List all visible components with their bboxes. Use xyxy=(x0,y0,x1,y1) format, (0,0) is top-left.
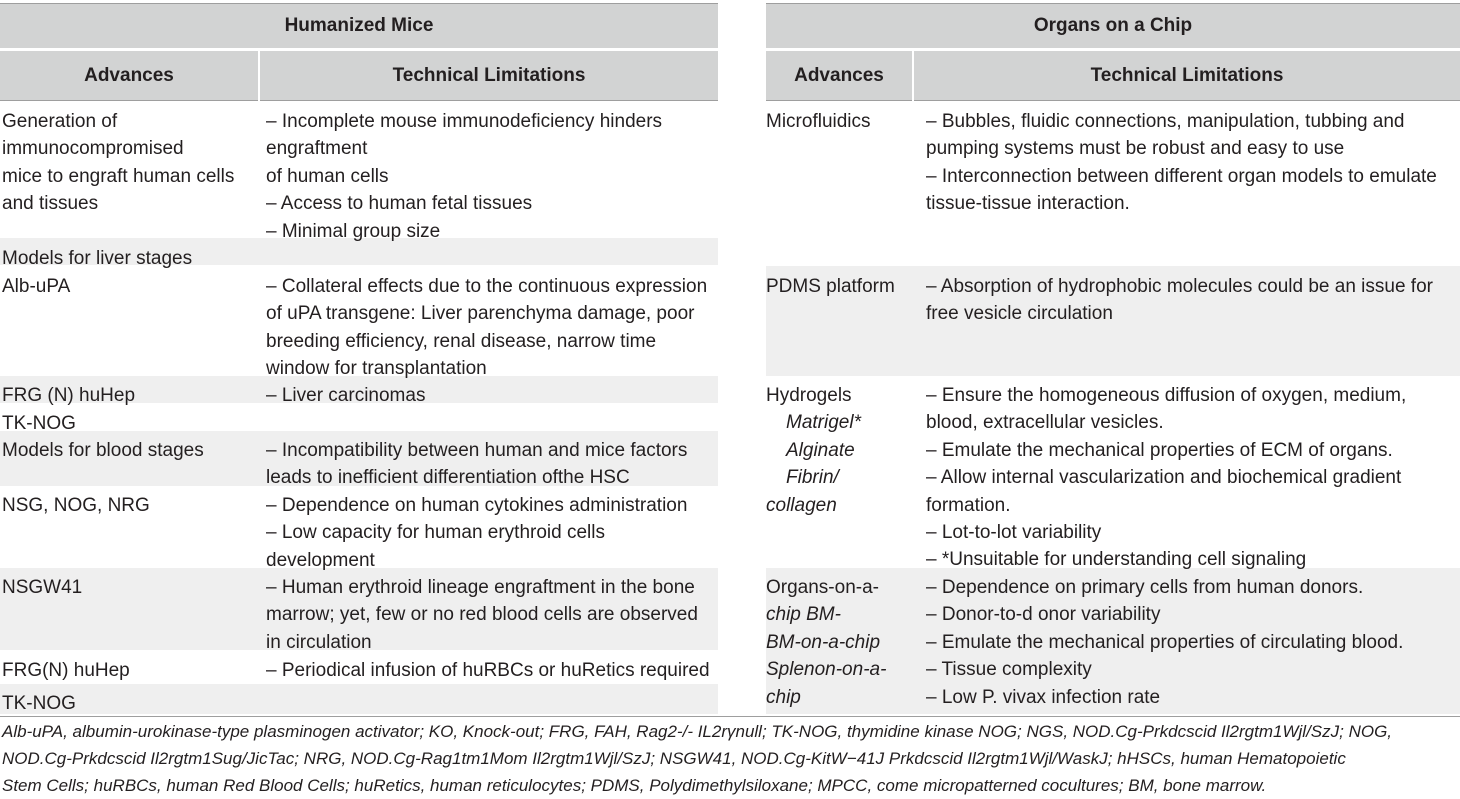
text-line: – Interconnection between different organ models to emulate xyxy=(926,165,1437,187)
left-limitation-cell xyxy=(266,492,687,574)
text-line: in circulation xyxy=(266,631,372,653)
right-advance-cell xyxy=(766,108,871,135)
left-advance-cell xyxy=(2,492,150,519)
text-line: – Liver carcinomas xyxy=(266,385,426,406)
left-advances-header xyxy=(0,51,258,101)
text-line: Matrigel* xyxy=(786,412,861,434)
text-line: pumping systems must be robust and easy to use xyxy=(926,138,1345,160)
left-advance-cell xyxy=(2,108,234,218)
right-limitations-header xyxy=(914,51,1460,101)
right-limitation-cell xyxy=(926,574,1403,711)
text-line: – Collateral effects due to the continuous expression xyxy=(266,276,708,297)
text-line: – Incompatibility between human and mice factors xyxy=(266,440,688,461)
text-line: collagen xyxy=(766,494,837,516)
text-line: blood, extracellular vesicles. xyxy=(926,412,1164,434)
text-line: Models for blood stages xyxy=(2,440,204,461)
text-line: PDMS platform xyxy=(766,276,895,297)
right-advance-cell xyxy=(766,382,861,519)
text-line: – Minimal group size xyxy=(266,220,441,242)
text-line: – Human erythroid lineage engraftment in the bone xyxy=(266,577,695,598)
text-line: breeding efficiency, renal disease, narrow time xyxy=(266,330,657,352)
left-advance-cell xyxy=(2,437,204,464)
humanized-mice-header xyxy=(0,3,718,49)
text-line: FRG (N) huHep xyxy=(2,385,136,406)
text-line: – Donor-to-d onor variability xyxy=(926,604,1161,626)
left-limitation-cell xyxy=(266,108,662,245)
text-line: – Lot-to-lot variability xyxy=(926,522,1102,544)
text-line: – Dependence on primary cells from human donors. xyxy=(926,577,1364,598)
left-advance-cell xyxy=(2,382,135,409)
text-line: free vesicle circulation xyxy=(926,303,1113,325)
text-line: development xyxy=(266,549,375,571)
left-limitation-cell xyxy=(266,437,687,492)
text-line: – Allow internal vascularization and biochemical gradient xyxy=(926,467,1402,489)
text-line: TK-NOG xyxy=(2,693,76,714)
text-line: – Tissue complexity xyxy=(926,659,1092,681)
right-limitation-cell xyxy=(926,273,1433,328)
text-line: Alb-uPA, albumin-urokinase-type plasminogen activator; KO, Knock-out; FRG, FAH, Rag2-/- IL2rγnull; TK-NOG, thymidine kinase NOG; NGS, NOD.Cg-Prkdcscid Il2rgtm1Wjl/SzJ; NOG, xyxy=(2,722,1393,741)
right-limitation-cell xyxy=(926,382,1406,574)
text-line: – Low capacity for human erythroid cells xyxy=(266,522,605,544)
left-row-band xyxy=(0,684,718,714)
organs-on-chip-title: Organs on a Chip xyxy=(1033,15,1193,36)
text-line: TK-NOG xyxy=(2,413,76,434)
text-line: formation. xyxy=(926,494,1011,516)
text-line: marrow; yet, few or no red blood cells are observed xyxy=(266,604,698,626)
left-advance-cell xyxy=(2,245,192,272)
right-limitation-cell xyxy=(926,108,1437,218)
text-line: – Ensure the homogeneous diffusion of oxygen, medium, xyxy=(926,385,1407,406)
left-advance-cell xyxy=(2,574,82,601)
text-line: and tissues xyxy=(2,193,99,215)
left-advance-cell xyxy=(2,273,70,300)
right-advance-cell xyxy=(766,273,895,300)
text-line: chip BM- xyxy=(766,604,841,626)
right-advances-header xyxy=(766,51,912,101)
text-line: Splenon-on-a- xyxy=(766,659,887,681)
text-line: – Emulate the mechanical properties of circulating blood. xyxy=(926,631,1404,653)
left-advance-cell xyxy=(2,410,76,437)
text-line: Stem Cells; huRBCs, human Red Blood Cells; huRetics, human reticulocytes; PDMS, Polydimethylsiloxane; MPCC, come micropatterned cocultures; BM, bone marrow. xyxy=(2,776,1267,795)
text-line: of human cells xyxy=(266,165,389,187)
left-limitation-cell xyxy=(266,657,710,684)
text-line: window for transplantation xyxy=(266,358,487,380)
text-line: NSG, NOG, NRG xyxy=(2,495,150,516)
text-line: immunocompromised xyxy=(2,138,184,160)
left-advance-cell xyxy=(2,690,76,717)
text-line: Models for liver stages xyxy=(2,248,193,269)
footnote-divider xyxy=(0,716,1460,717)
text-line: – Absorption of hydrophobic molecules could be an issue for xyxy=(926,276,1433,297)
text-line: NOD.Cg-Prkdcscid Il2rgtm1Sug/JicTac; NRG, NOD.Cg-Rag1tm1Mom Il2rgtm1Wjl/SzJ; NSGW41, NOD.Cg-KitW−41J Prkdcscid Il2rgtm1Wjl/WaskJ; hHSCs, human Hematopoietic xyxy=(2,749,1346,768)
text-line: Hydrogels xyxy=(766,385,852,406)
text-line: NSGW41 xyxy=(2,577,83,598)
text-line: chip xyxy=(766,686,801,708)
text-line: tissue-tissue interaction. xyxy=(926,193,1130,215)
text-line: mice to engraft human cells xyxy=(2,165,235,187)
left-limitation-cell xyxy=(266,273,707,383)
text-line: – Bubbles, fluidic connections, manipulation, tubbing and xyxy=(926,111,1405,132)
right-limitations-label: Technical Limitations xyxy=(1090,64,1284,86)
left-limitations-label: Technical Limitations xyxy=(392,64,586,86)
left-limitations-header xyxy=(260,51,718,101)
text-line: Alb-uPA xyxy=(2,276,71,297)
text-line: Generation of xyxy=(2,111,118,132)
right-advances-label: Advances xyxy=(794,64,884,86)
right-advance-cell xyxy=(766,574,886,711)
left-advances-label: Advances xyxy=(84,64,174,86)
text-line: of uPA transgene: Liver parenchyma damage, poor xyxy=(266,303,695,325)
text-line: – *Unsuitable for understanding cell signaling xyxy=(926,549,1307,571)
text-line: engraftment xyxy=(266,138,368,160)
text-line: – Incomplete mouse immunodeficiency hinders xyxy=(266,111,663,132)
text-line: BM-on-a-chip xyxy=(766,631,881,653)
text-line: – Dependence on human cytokines administration xyxy=(266,495,688,516)
text-line: – Periodical infusion of huRBCs or huRetics required xyxy=(266,660,710,681)
text-line: Microfluidics xyxy=(766,111,871,132)
left-limitation-cell xyxy=(266,574,698,656)
text-line: – Emulate the mechanical properties of ECM of organs. xyxy=(926,439,1393,461)
left-advance-cell xyxy=(2,657,130,684)
humanized-mice-title: Humanized Mice xyxy=(284,15,434,36)
table-footnote xyxy=(2,718,1458,799)
left-limitation-cell xyxy=(266,382,425,409)
text-line: – Low P. vivax infection rate xyxy=(926,686,1161,708)
text-line: leads to inefficient differentiation ofthe HSC xyxy=(266,467,630,489)
text-line: Organs-on-a- xyxy=(766,577,879,598)
text-line: FRG(N) huHep xyxy=(2,660,130,681)
text-line: Alginate xyxy=(786,439,855,461)
text-line: Fibrin/ xyxy=(786,467,839,489)
text-line: – Access to human fetal tissues xyxy=(266,193,533,215)
organs-on-chip-header xyxy=(766,3,1460,49)
